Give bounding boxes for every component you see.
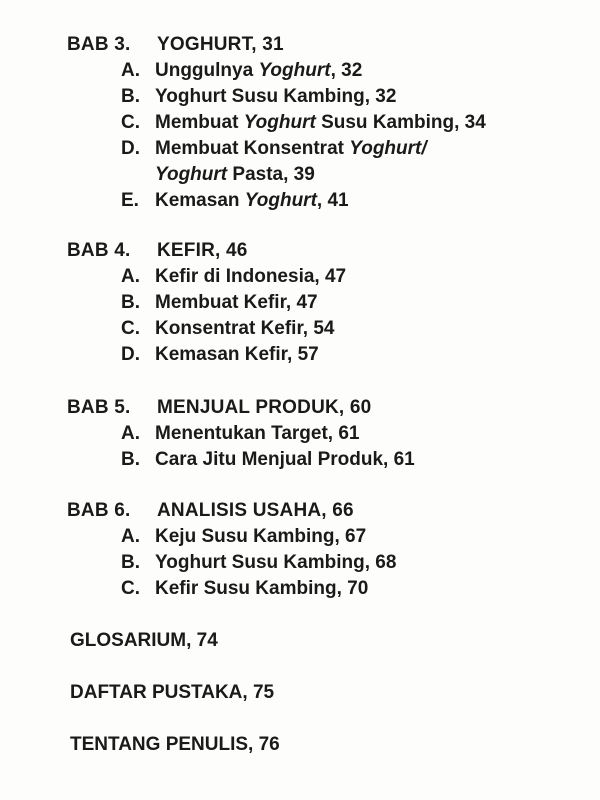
section-letter: A. — [121, 60, 140, 81]
section-item — [0, 112, 600, 138]
section-text-part: Konsentrat Kefir, 54 — [155, 318, 335, 339]
chapter-number: BAB 5. — [67, 397, 131, 418]
section-text — [155, 112, 486, 134]
section-text — [155, 318, 335, 340]
section-text-part: Kefir Susu Kambing, 70 — [155, 578, 369, 599]
section-item — [0, 318, 600, 344]
section-item — [0, 190, 600, 216]
section-text-part: Kemasan — [155, 190, 245, 211]
section-text-part: Pasta, 39 — [227, 164, 315, 185]
section-text — [155, 60, 362, 82]
section-letter: B. — [121, 86, 140, 107]
section-text-part: Membuat — [155, 112, 244, 133]
section-text-part: Unggulnya — [155, 60, 259, 81]
section-letter: C. — [121, 578, 140, 599]
chapter-title: KEFIR, 46 — [157, 240, 248, 261]
section-text — [155, 552, 396, 574]
section-item — [0, 552, 600, 578]
section-text-italic: Yoghurt — [243, 112, 316, 133]
section-text — [155, 292, 318, 314]
section-text-italic: Yoghurt — [155, 164, 228, 185]
section-text-part: Kefir di Indonesia, 47 — [155, 266, 347, 287]
section-text — [155, 190, 349, 212]
section-item — [0, 138, 600, 164]
section-item — [0, 526, 600, 552]
section-letter: C. — [121, 112, 140, 133]
section-item — [0, 449, 600, 475]
chapter-title: ANALISIS USAHA, 66 — [157, 500, 354, 521]
chapter-heading — [0, 240, 600, 266]
section-text-part: Membuat Konsentrat — [155, 138, 350, 159]
section-letter: B. — [121, 292, 140, 313]
section-letter: A. — [121, 266, 140, 287]
section-letter: B. — [121, 449, 140, 470]
chapter-3 — [0, 34, 600, 216]
chapter-number: BAB 3. — [67, 34, 131, 55]
chapter-6 — [0, 500, 600, 604]
section-item — [0, 292, 600, 318]
section-text — [155, 138, 427, 160]
section-text-part: Cara Jitu Menjual Produk, 61 — [155, 449, 415, 470]
section-text — [155, 578, 368, 600]
section-text — [155, 86, 396, 108]
section-letter: E. — [121, 190, 139, 211]
chapter-4 — [0, 240, 600, 370]
section-item — [0, 423, 600, 449]
section-item — [0, 86, 600, 112]
section-text-part: , 41 — [316, 190, 349, 211]
section-text — [155, 526, 366, 548]
section-letter: D. — [121, 138, 140, 159]
section-text-part: Susu Kambing, 34 — [315, 112, 486, 133]
section-text-part: Menentukan Target, 61 — [155, 423, 360, 444]
chapter-number: BAB 4. — [67, 240, 131, 261]
section-text — [155, 423, 359, 445]
section-text-italic: Yoghurt/ — [349, 138, 427, 159]
section-letter: B. — [121, 552, 140, 573]
section-letter: D. — [121, 344, 140, 365]
back-matter-about-author: TENTANG PENULIS, 76 — [70, 734, 280, 755]
back-matter-glossary: GLOSARIUM, 74 — [70, 630, 218, 651]
section-text — [155, 344, 319, 366]
chapter-number: BAB 6. — [67, 500, 131, 521]
section-text-part: , 32 — [330, 60, 363, 81]
back-matter-bibliography: DAFTAR PUSTAKA, 75 — [70, 682, 275, 703]
section-letter: C. — [121, 318, 140, 339]
section-text-part: Yoghurt Susu Kambing, 68 — [155, 552, 397, 573]
section-text — [155, 266, 346, 288]
chapter-heading — [0, 34, 600, 60]
chapter-5 — [0, 397, 600, 475]
section-item — [0, 60, 600, 86]
section-item — [0, 344, 600, 370]
chapter-heading — [0, 500, 600, 526]
section-text-italic: Yoghurt — [244, 190, 317, 211]
section-text-part: Membuat Kefir, 47 — [155, 292, 318, 313]
section-item — [0, 266, 600, 292]
section-item-continuation — [0, 164, 600, 190]
section-text — [155, 449, 415, 471]
section-letter: A. — [121, 526, 140, 547]
chapter-heading — [0, 397, 600, 423]
section-text — [155, 164, 315, 186]
chapter-title: MENJUAL PRODUK, 60 — [157, 397, 372, 418]
section-item — [0, 578, 600, 604]
section-text-part: Yoghurt Susu Kambing, 32 — [155, 86, 397, 107]
chapter-title: YOGHURT, 31 — [157, 34, 284, 55]
section-letter: A. — [121, 423, 140, 444]
section-text-part: Keju Susu Kambing, 67 — [155, 526, 367, 547]
section-text-part: Kemasan Kefir, 57 — [155, 344, 319, 365]
section-text-italic: Yoghurt — [258, 60, 331, 81]
